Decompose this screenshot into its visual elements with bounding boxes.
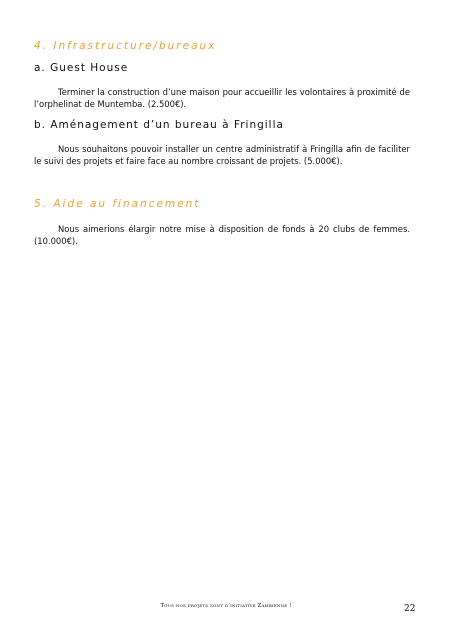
- page-number: 22: [404, 604, 416, 614]
- subsection-heading-bureau-fringilla: b. Aménagement d’un bureau à Fringilla: [34, 119, 284, 131]
- paragraph-bureau-fringilla: Nous souhaitons pouvoir installer un centre administratif à Fringilla afin de faciliter le suivi des projets et faire face au nombre croissant de projets. (5.000€).: [34, 144, 410, 166]
- section-heading-aide-financement: 5. Aide au financement: [34, 198, 201, 210]
- subsection-heading-guest-house: a. Guest House: [34, 62, 129, 74]
- paragraph-aide-financement: Nous aimerions élargir notre mise à disposition de fonds à 20 clubs de femmes. (10.000€).: [34, 224, 410, 246]
- footer-note: Tous nos projets sont d’initiative Zambienne !: [160, 603, 292, 609]
- paragraph-guest-house: Terminer la construction d’une maison pour accueillir les volontaires à proximité de l’orphelinat de Muntemba. (2.500€).: [34, 87, 410, 109]
- section-heading-infrastructure: 4. Infrastructure/bureaux: [34, 40, 217, 52]
